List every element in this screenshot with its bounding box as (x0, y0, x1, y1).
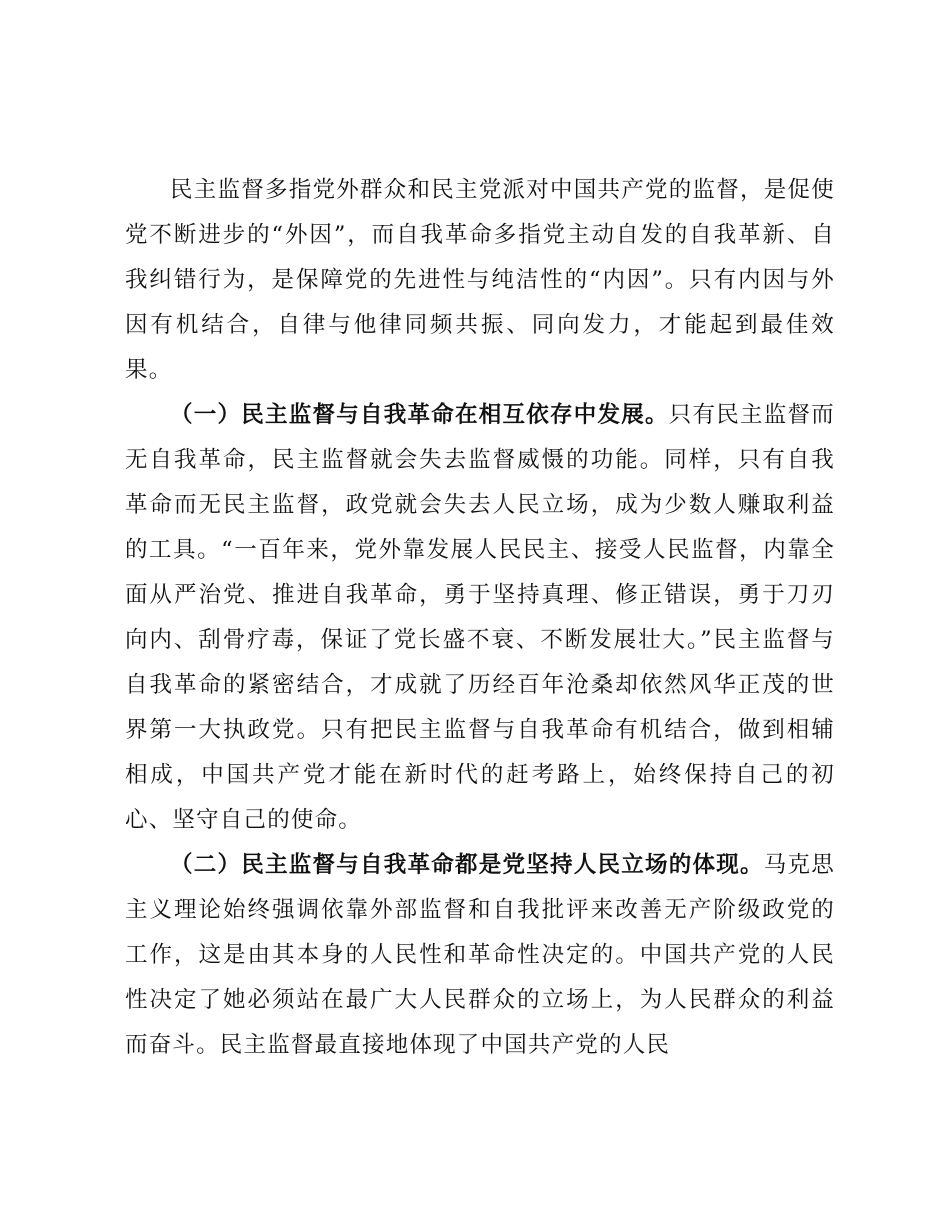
paragraph-intro (125, 168, 835, 393)
paragraph-text: 马克思主义理论始终强调依靠外部监督和自我批评来改善无产阶级政党的工作，这是由其本身的人民性和革命性决定的。中国共产党的人民性决定了她必须站在最广大人民群众的立场上，为人民群众的利益而奋斗。民主监督最直接地体现了中国共产党的人民 (125, 852, 835, 1058)
paragraph-text: 只有民主监督而无自我革命，民主监督就会失去监督威慑的功能。同样，只有自我革命而无民主监督，政党就会失去人民立场，成为少数人赚取利益的工具。“一百年来，党外靠发展人民民主、接受人民监督，内靠全面从严治党、推进自我革命，勇于坚持真理、修正错误，勇于刀刃向内、刮骨疗毒，保证了党长盛不衰、不断发展壮大。”民主监督与自我革命的紧密结合，才成就了历经百年沧桑却依然风华正茂的世界第一大执政党。只有把民主监督与自我革命有机结合，做到相辅相成，中国共产党才能在新时代的赶考路上，始终保持自己的初心、坚守自己的使命。 (125, 402, 836, 833)
paragraph-section-2 (125, 843, 835, 1068)
paragraph-section-1 (125, 393, 835, 843)
section-heading-2: （二）民主监督与自我革命都是党坚持人民立场的体现。 (170, 852, 764, 878)
paragraph-text: 民主监督多指党外群众和民主党派对中国共产党的监督，是促使党不断进步的“外因”，而自我革命多指党主动自发的自我革新、自我纠错行为，是保障党的先进性与纯洁性的“内因”。只有内因与外因有机结合，自律与他律同频共振、同向发力，才能起到最佳效果。 (125, 177, 835, 383)
section-heading-1: （一）民主监督与自我革命在相互依存中发展。 (170, 402, 669, 428)
document-body (125, 168, 835, 1068)
